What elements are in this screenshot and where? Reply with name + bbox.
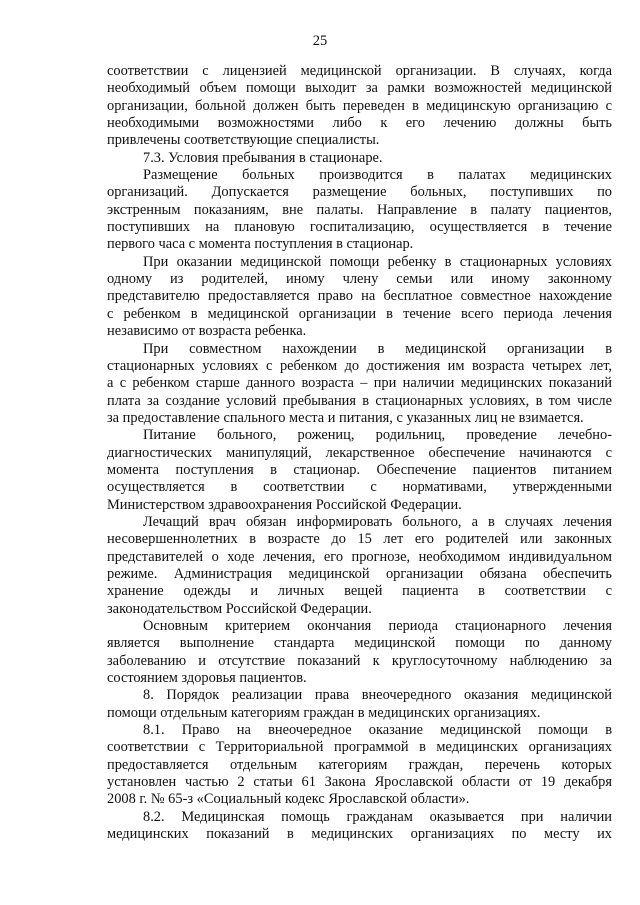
text-line: 7.3. Условия пребывания в стационаре. bbox=[143, 149, 383, 166]
text-line: несовершеннолетних в возрасте до 15 лет его родителей или законных bbox=[107, 531, 612, 548]
text-line: соответствии с Территориальной программой в медицинских организациях bbox=[107, 739, 612, 756]
text-line: необходимый объем помощи выходит за рамки возможностей медицинской bbox=[107, 80, 612, 97]
text-line: стационарных условиях с ребенком до достижения им возраста четырех лет, bbox=[107, 357, 612, 374]
text-line: 2008 г. № 65-з «Социальный кодекс Ярославской области». bbox=[107, 791, 470, 808]
text-line: первого часа с момента поступления в стационар. bbox=[107, 236, 414, 253]
text-line: диагностических манипуляций, лекарственное обеспечение начинаются с bbox=[107, 444, 612, 461]
text-line: предоставляется отдельным категориям граждан, перечень которых bbox=[107, 756, 612, 773]
text-line: организации, больной должен быть переведен в медицинскую организацию с bbox=[107, 97, 612, 114]
text-line: поступивших на плановую госпитализацию, осуществляется в течение bbox=[107, 219, 612, 236]
text-line: заболеванию и отсутствие показаний к круглосуточному наблюдению за bbox=[107, 652, 612, 669]
text-line: за предоставление спального места и питания, с указанных лиц не взимается. bbox=[107, 409, 584, 426]
text-line: необходимыми возможностями либо к его лечению должны быть bbox=[107, 115, 612, 132]
text-line: момента поступления в стационар. Обеспечение пациентов питанием bbox=[107, 461, 612, 478]
text-line: медицинских показаний в медицинских организациях по месту их bbox=[107, 826, 612, 843]
text-line: состоянием здоровья пациентов. bbox=[107, 670, 307, 687]
text-line: Размещение больных производится в палатах медицинских bbox=[143, 167, 612, 184]
text-line: представителю предоставляется право на бесплатное совместное нахождение bbox=[107, 288, 612, 305]
text-line: 8. Порядок реализации права внеочередного оказания медицинской bbox=[143, 687, 612, 704]
text-line: экстренным показаниям, вне палаты. Направление в палату пациентов, bbox=[107, 201, 612, 218]
text-line: с ребенком в медицинской организации в течение всего периода лечения bbox=[107, 305, 612, 322]
text-line: привлечены соответствующие специалисты. bbox=[107, 132, 380, 149]
text-line: независимо от возраста ребенка. bbox=[107, 323, 307, 340]
text-line: а с ребенком старше данного возраста – при наличии медицинских показаний bbox=[107, 375, 612, 392]
text-line: представителей о ходе лечения, его прогнозе, необходимом индивидуальном bbox=[107, 548, 612, 565]
text-line: Лечащий врач обязан информировать больного, а в случаях лечения bbox=[143, 513, 612, 530]
text-line: плата за создание условий пребывания в стационарных условиях, в том числе bbox=[107, 392, 612, 409]
text-line: Министерством здравоохранения Российской Федерации. bbox=[107, 496, 462, 513]
text-line: хранение одежды и личных вещей пациента в соответствии с bbox=[107, 583, 612, 600]
text-line: режиме. Администрация медицинской организации обязана обеспечить bbox=[107, 565, 612, 582]
text-line: законодательством Российской Федерации. bbox=[107, 600, 372, 617]
page-number: 25 bbox=[312, 33, 328, 49]
text-line: 8.2. Медицинская помощь гражданам оказывается при наличии bbox=[143, 808, 612, 825]
text-line: организаций. Допускается размещение больных, поступивших по bbox=[107, 184, 612, 201]
text-line: 8.1. Право на внеочередное оказание медицинской помощи в bbox=[143, 722, 612, 739]
text-line: одному из родителей, иному члену семьи или иному законному bbox=[107, 271, 612, 288]
text-line: является выполнение стандарта медицинской помощи по данному bbox=[107, 635, 612, 652]
text-line: Питание больного, рожениц, родильниц, проведение лечебно- bbox=[143, 427, 612, 444]
text-line: Основным критерием окончания периода стационарного лечения bbox=[143, 618, 612, 634]
text-line: установлен частью 2 статьи 61 Закона Ярославской области от 19 декабря bbox=[107, 774, 612, 791]
text-line: помощи отдельным категориям граждан в медицинских организациях. bbox=[107, 704, 541, 721]
text-line: осуществляется в соответствии с нормативами, утвержденными bbox=[107, 479, 612, 496]
text-line: При совместном нахождении в медицинской организации в bbox=[143, 340, 612, 357]
text-line: При оказании медицинской помощи ребенку в стационарных условиях bbox=[143, 253, 612, 270]
document-body bbox=[107, 63, 612, 843]
text-line: соответствии с лицензией медицинской организации. В случаях, когда bbox=[107, 63, 612, 79]
